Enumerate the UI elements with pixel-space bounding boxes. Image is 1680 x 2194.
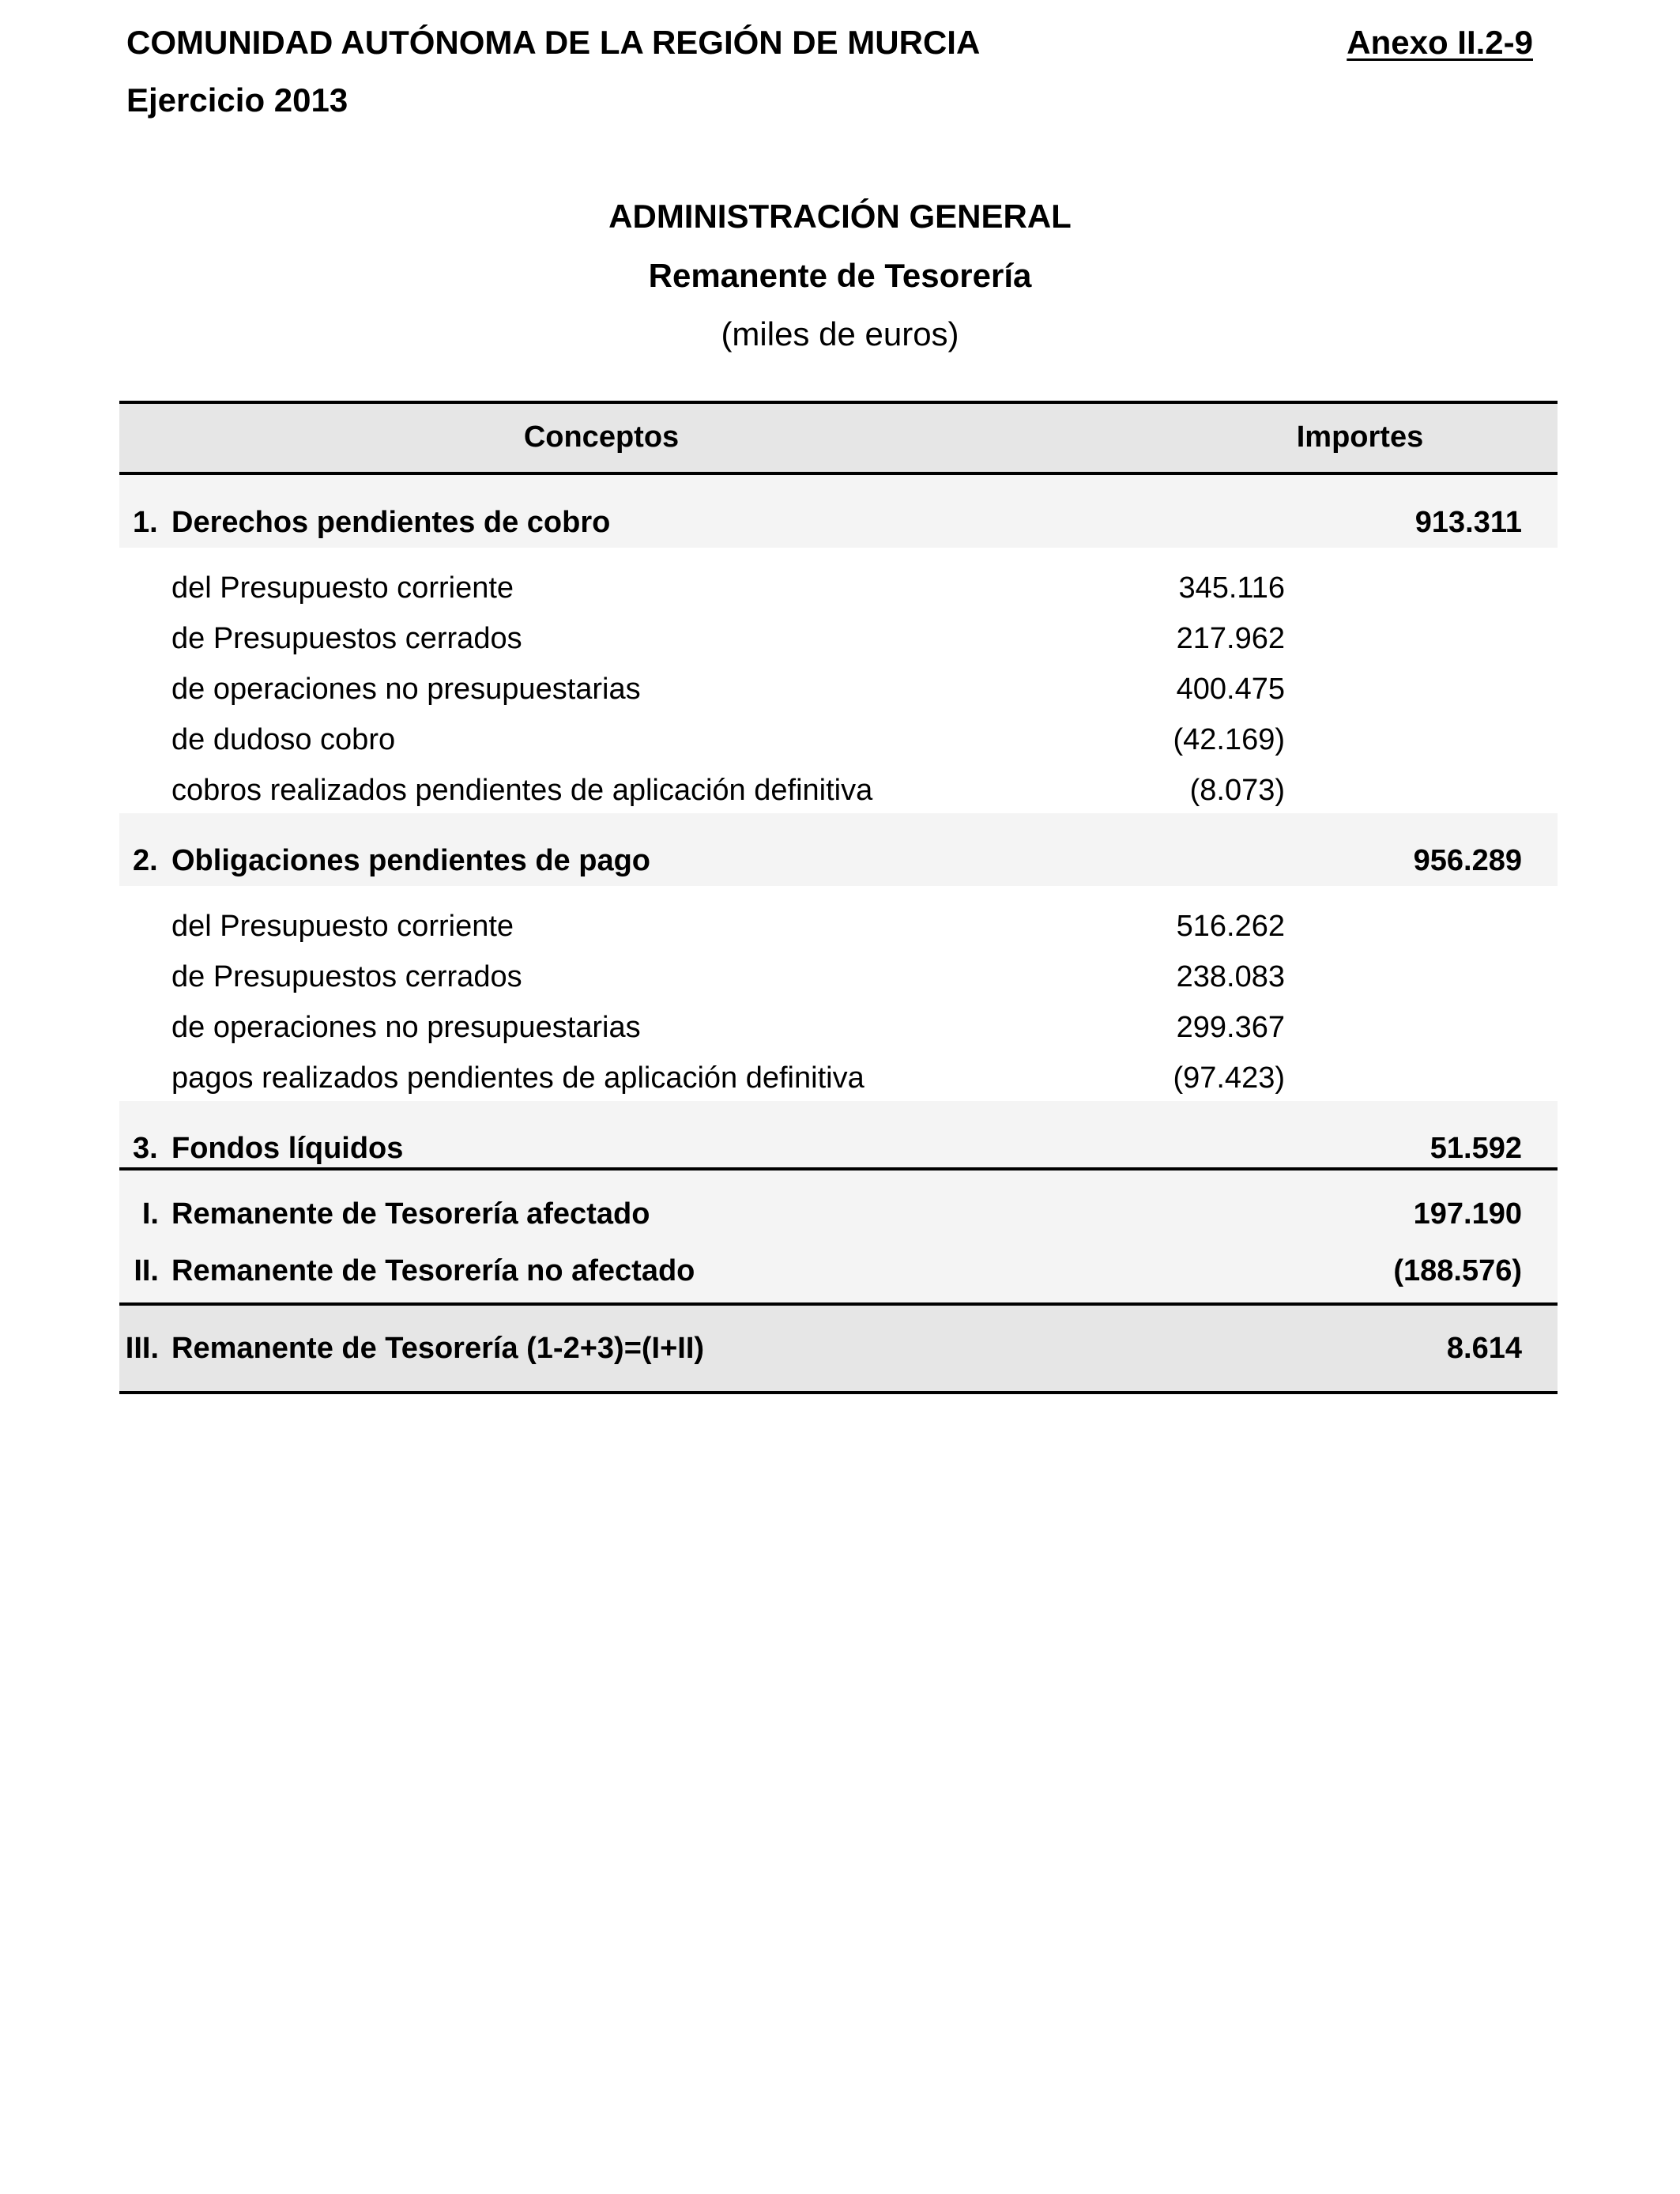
section-2-item-2-value: 238.083 — [1176, 960, 1285, 993]
section-2-item-4-value: (97.423) — [1173, 1061, 1285, 1095]
section-1-item-3-label: de operaciones no presupuestarias — [171, 673, 641, 706]
section-1-item-1-value: 345.116 — [1178, 571, 1285, 605]
summary-1-total: 197.190 — [1413, 1197, 1522, 1231]
section-1-item-1-label: del Presupuesto corriente — [171, 571, 514, 605]
section-2-item-1-label: del Presupuesto corriente — [171, 910, 514, 943]
section-2-item-3-label: de operaciones no presupuestarias — [171, 1011, 641, 1044]
section-2-number: 2. — [133, 844, 158, 877]
section-1-item-5-value: (8.073) — [1189, 774, 1285, 807]
section-1-item-4-label: de dudoso cobro — [171, 723, 396, 756]
section-1-item-4-value: (42.169) — [1173, 723, 1285, 756]
section-1-number: 1. — [133, 506, 158, 539]
section-3-total: 51.592 — [1430, 1132, 1522, 1165]
section-1-item-3-value: 400.475 — [1176, 673, 1285, 706]
column-header-amounts: Importes — [1296, 420, 1424, 454]
column-header-concepts: Conceptos — [523, 420, 680, 454]
annex-reference: Anexo II.2-9 — [1347, 24, 1533, 61]
section-1-item-5-label: cobros realizados pendientes de aplicación definitiva — [171, 774, 873, 807]
section-1-item-2-value: 217.962 — [1176, 622, 1285, 655]
section-2-item-3-value: 299.367 — [1176, 1011, 1285, 1044]
section-2-item-1-value: 516.262 — [1176, 910, 1285, 943]
final-label: Remanente de Tesorería (1-2+3)=(I+II) — [171, 1332, 705, 1365]
summary-2-total: (188.576) — [1393, 1254, 1522, 1287]
section-1-item-2-label: de Presupuestos cerrados — [171, 622, 522, 655]
summary-1-number: I. — [141, 1197, 159, 1231]
final-number: III. — [125, 1332, 159, 1365]
units-label: (miles de euros) — [721, 315, 959, 352]
summary-2-label: Remanente de Tesorería no afectado — [171, 1254, 695, 1287]
table-bottom-rule — [119, 1391, 1558, 1394]
report-title: Remanente de Tesorería — [648, 257, 1032, 294]
section-3-label: Fondos líquidos — [171, 1132, 404, 1165]
summary-1-label: Remanente de Tesorería afectado — [171, 1197, 650, 1231]
organization-title: COMUNIDAD AUTÓNOMA DE LA REGIÓN DE MURCIA — [126, 24, 981, 61]
section-title: ADMINISTRACIÓN GENERAL — [608, 198, 1072, 235]
section-3-number: 3. — [133, 1132, 158, 1165]
exercise-year: Ejercicio 2013 — [126, 81, 348, 119]
section-2-item-4-label: pagos realizados pendientes de aplicación definitiva — [171, 1061, 864, 1095]
section-1-label: Derechos pendientes de cobro — [171, 506, 611, 539]
section-2-total: 956.289 — [1413, 844, 1522, 877]
section-2-item-2-label: de Presupuestos cerrados — [171, 960, 522, 993]
final-total: 8.614 — [1446, 1332, 1522, 1365]
section-1-total: 913.311 — [1414, 506, 1522, 539]
section-2-label: Obligaciones pendientes de pago — [171, 844, 650, 877]
summary-2-number: II. — [134, 1254, 159, 1287]
